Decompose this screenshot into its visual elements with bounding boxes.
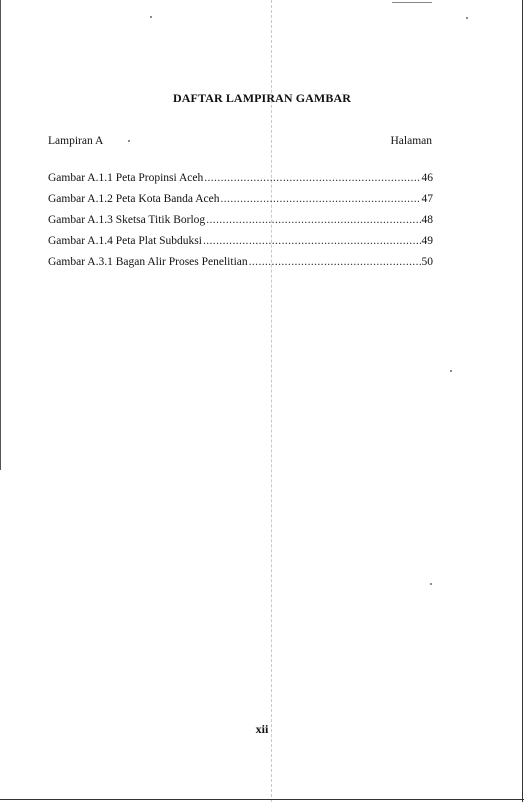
- page-column-label: Halaman: [390, 135, 432, 147]
- list-item: [48, 172, 433, 193]
- dot-leader: [203, 235, 421, 247]
- entry-label: Gambar A.1.2 Peta Kota Banda Aceh: [48, 193, 220, 205]
- dot-leader: [221, 193, 421, 205]
- entry-page: 46: [421, 172, 433, 184]
- figure-list: [48, 172, 433, 277]
- dot-leader: [204, 172, 420, 184]
- scan-speck: [150, 16, 152, 18]
- scan-speck: [128, 140, 130, 142]
- entry-label: Gambar A.3.1 Bagan Alir Proses Penelitian: [48, 256, 248, 268]
- list-item: [48, 193, 433, 214]
- scan-edge-bottom: [0, 799, 524, 800]
- scan-speck: [430, 583, 432, 585]
- entry-page: 49: [421, 235, 433, 247]
- list-item: [48, 235, 433, 256]
- entry-label: Gambar A.1.3 Sketsa Titik Borlog: [48, 214, 206, 226]
- entry-page: 50: [421, 256, 433, 268]
- scan-edge-top: [392, 2, 432, 3]
- section-label: Lampiran A: [48, 135, 104, 147]
- scan-fold-line: [271, 0, 272, 802]
- scan-edge-right: [522, 0, 523, 802]
- page-title: DAFTAR LAMPIRAN GAMBAR: [173, 91, 351, 105]
- scan-speck: [450, 370, 452, 372]
- entry-page: 48: [421, 214, 433, 226]
- dot-leader: [249, 256, 421, 268]
- entry-page: 47: [421, 193, 433, 205]
- list-item: [48, 214, 433, 235]
- list-item: [48, 256, 433, 277]
- entry-label: Gambar A.1.1 Peta Propinsi Aceh: [48, 172, 204, 184]
- dot-leader: [206, 214, 420, 226]
- scan-speck: [466, 17, 468, 19]
- scan-edge-left: [0, 0, 1, 470]
- page-number: xii: [255, 722, 269, 736]
- entry-label: Gambar A.1.4 Peta Plat Subduksi: [48, 235, 202, 247]
